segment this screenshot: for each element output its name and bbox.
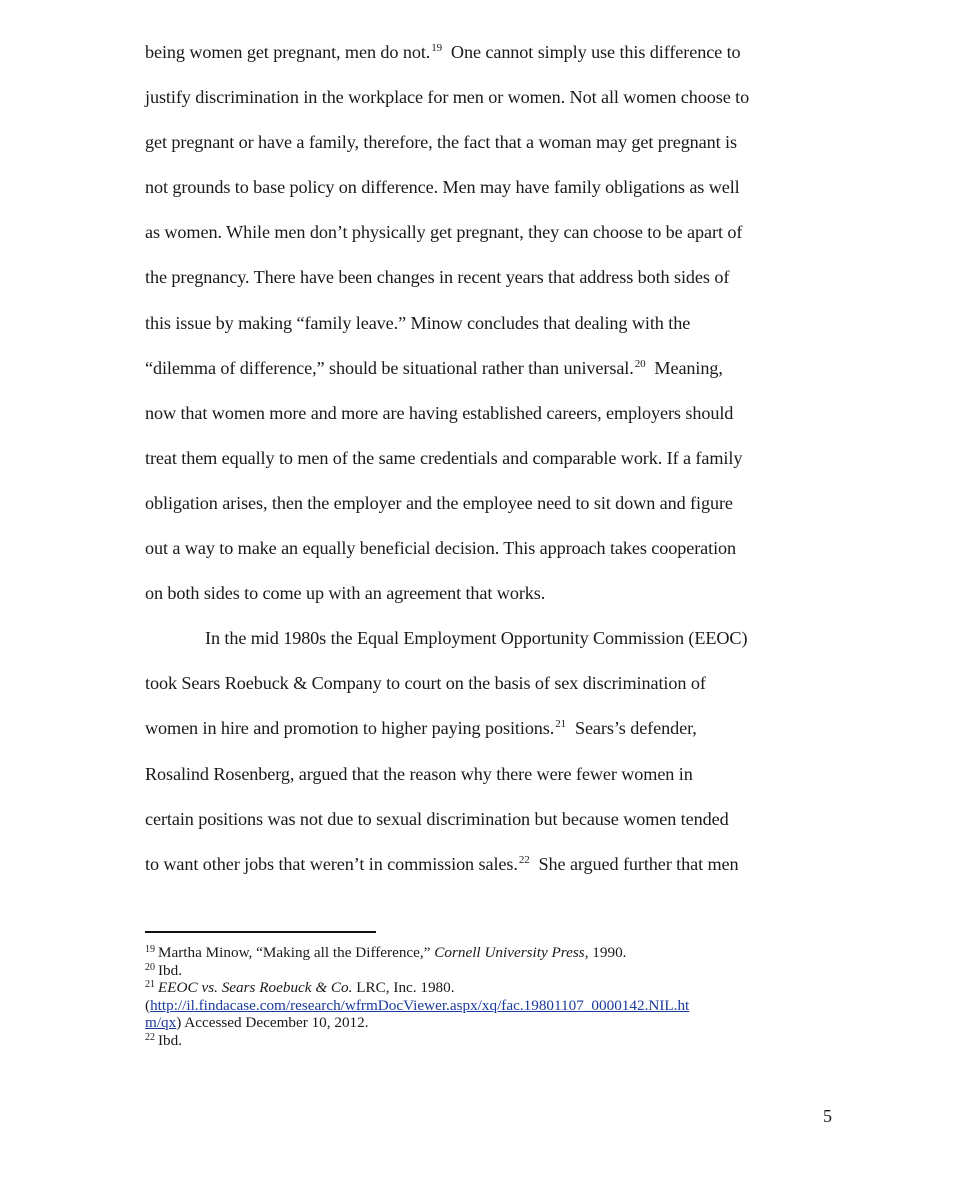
body-line [145,845,835,890]
body-line: out a way to make an equally beneficial decision. This approach takes cooperation [145,538,737,559]
footnote-number: 21 [145,979,155,991]
body-line: on both sides to come up with an agreement that works. [145,583,546,604]
footnote-link-continued[interactable]: m/qx [145,1014,177,1032]
footnote-number: 22 [145,1031,155,1043]
body-line: as women. While men don’t physically get pregnant, they can choose to be apart of [145,222,743,243]
footnote-separator [145,931,376,933]
footnote-text: , 1990. [584,944,627,961]
line-text: women in hire and promotion to higher paying positions. [145,718,555,739]
line-text: One cannot simply use this difference to [442,42,741,62]
footnote-italic: EEOC vs. Sears Roebuck & Co. [158,979,353,997]
body-line [145,33,835,78]
body-line: the pregnancy. There have been changes in recent years that address both sides of [145,267,730,288]
footnote-text: Ibd. [158,1031,183,1049]
body-line: took Sears Roebuck & Company to court on the basis of sex discrimination of [145,673,706,694]
body-line: certain positions was not due to sexual discrimination but because women tended [145,808,729,829]
footnote-text: ) Accessed December 10, 2012. [176,1014,369,1032]
page-number: 5 [823,1106,832,1126]
line-text: to want other jobs that weren’t in commission sales. [145,853,518,874]
body-line: now that women more and more are having established careers, employers should [145,402,734,423]
footnote-number: 19 [145,944,155,955]
footnote-20 [145,962,845,980]
body-line: treat them equally to men of the same credentials and comparable work. If a family [145,447,743,468]
body-line: this issue by making “family leave.” Minow concludes that dealing with the [145,312,691,333]
line-text: Sears’s defender, [566,718,697,739]
line-text: She argued further that men [529,853,739,874]
footnote-21-link-line-2 [145,1014,845,1032]
line-text: being women get pregnant, men do not. [145,42,431,62]
body-line: get pregnant or have a family, therefore, the fact that a woman may get pregnant is [145,132,737,153]
footnote-ref-19[interactable]: 19 [431,42,443,54]
footnote-text: LRC, Inc. 1980. [352,979,455,997]
footnote-ref-20[interactable]: 20 [634,357,646,370]
footnote-number: 20 [145,961,155,973]
line-text: “dilemma of difference,” should be situational rather than universal. [145,357,634,378]
footnotes [145,944,845,1050]
footnote-link[interactable]: http://il.findacase.com/research/wfrmDocViewer.aspx/xq/fac.19801107_0000142.NIL.ht [150,996,690,1014]
body-line [145,709,835,754]
footnote-ref-22[interactable]: 22 [518,853,530,866]
body-line [145,349,835,394]
body-line: justify discrimination in the workplace for men or women. Not all women choose to [145,87,750,108]
footnote-text: Ibd. [158,961,183,979]
body-line: Rosalind Rosenberg, argued that the reason why there were fewer women in [145,763,693,784]
footnote-21 [145,979,845,997]
body-line: obligation arises, then the employer and the employee need to sit down and figure [145,492,733,513]
line-text: Meaning, [645,357,723,378]
footnote-text: Martha Minow, “Making all the Difference,” [158,944,435,961]
body-text [145,33,835,890]
open-paren: ( [145,996,151,1014]
footnote-22 [145,1032,845,1050]
footnote-ref-21[interactable]: 21 [555,718,567,731]
footnote-19 [145,944,845,962]
paragraph-start-line: In the mid 1980s the Equal Employment Opportunity Commission (EEOC) [205,628,748,649]
footnote-italic: Cornell University Press [434,944,585,961]
body-line: not grounds to base policy on difference. Men may have family obligations as well [145,177,740,198]
footnote-21-link-line [145,997,845,1015]
